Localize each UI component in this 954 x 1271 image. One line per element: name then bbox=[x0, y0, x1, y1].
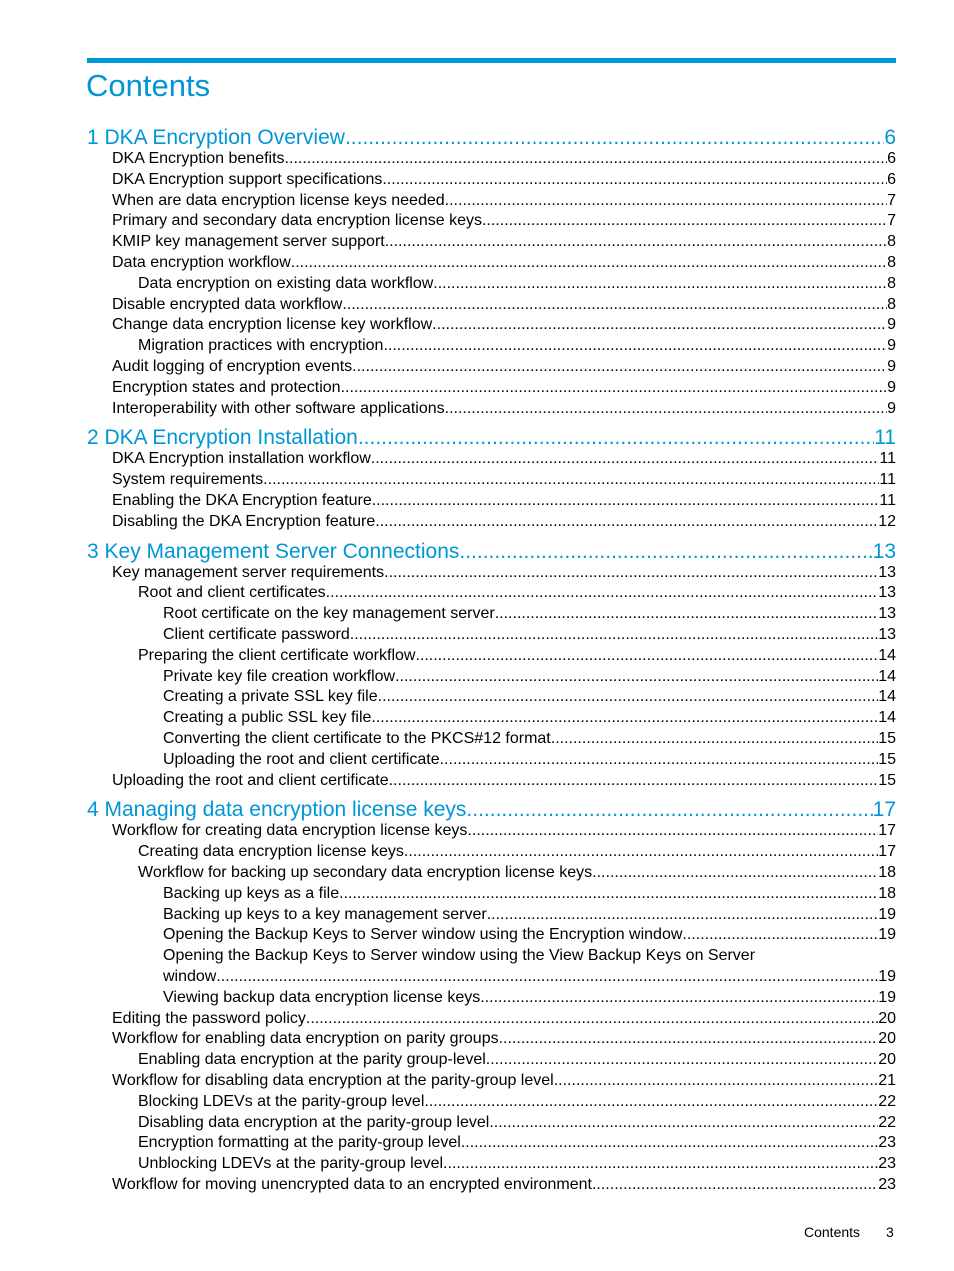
toc-entry-label: Preparing the client certificate workflow bbox=[138, 646, 416, 664]
toc-page-number: 13 bbox=[878, 605, 896, 623]
leader-dots bbox=[445, 190, 887, 211]
leader-dots bbox=[433, 273, 887, 294]
toc-entry-label-continuation: window bbox=[163, 968, 217, 985]
toc-entry[interactable] bbox=[112, 356, 896, 377]
leader-dots bbox=[443, 1153, 878, 1174]
toc-entry-label: Disable encrypted data workflow bbox=[112, 295, 343, 313]
toc-page-number: 20 bbox=[878, 1009, 896, 1027]
toc-entry-label: Blocking LDEVs at the parity-group level bbox=[138, 1092, 425, 1110]
toc-entry[interactable] bbox=[112, 490, 896, 511]
toc-page-number: 11 bbox=[874, 426, 896, 450]
toc-entry[interactable] bbox=[112, 770, 896, 791]
toc-entry[interactable] bbox=[112, 169, 896, 190]
toc-entry[interactable] bbox=[112, 1008, 896, 1029]
toc-entry[interactable] bbox=[163, 987, 896, 1008]
toc-entry[interactable] bbox=[138, 1049, 896, 1070]
toc-entry[interactable] bbox=[163, 624, 896, 645]
toc-chapter-label: 2 DKA Encryption Installation bbox=[87, 426, 358, 450]
toc-entry[interactable] bbox=[138, 862, 896, 883]
footer-page-number: 3 bbox=[886, 1224, 894, 1240]
toc-entry[interactable] bbox=[163, 749, 896, 770]
toc-entry-label: DKA Encryption support specifications bbox=[112, 170, 383, 188]
toc-page-number: 17 bbox=[878, 822, 896, 840]
toc-entry-label: Encryption states and protection bbox=[112, 378, 341, 396]
toc-page-number: 21 bbox=[878, 1072, 896, 1089]
leader-dots bbox=[306, 1008, 878, 1029]
toc-entry-label: Opening the Backup Keys to Server window using the Encryption window bbox=[163, 926, 683, 944]
toc-page-number: 8 bbox=[887, 274, 896, 292]
toc-page-number: 11 bbox=[879, 492, 896, 509]
toc-entry-label: Primary and secondary data encryption license keys bbox=[112, 212, 482, 230]
toc-entry[interactable] bbox=[112, 448, 896, 469]
toc-page-number: 18 bbox=[878, 884, 896, 902]
leader-dots bbox=[285, 148, 888, 169]
toc-entry-label: Root certificate on the key management server bbox=[163, 605, 495, 623]
toc-page-number: 13 bbox=[878, 563, 896, 581]
leader-dots bbox=[404, 841, 878, 862]
toc-page-number: 12 bbox=[878, 512, 896, 530]
toc-page-number: 6 bbox=[887, 150, 896, 167]
toc-entry-label: Workflow for disabling data encryption at the parity-group level bbox=[112, 1072, 554, 1089]
toc-entry[interactable] bbox=[112, 190, 896, 211]
toc-entry[interactable] bbox=[163, 728, 896, 749]
toc-entry-label: Workflow for enabling data encryption on parity groups bbox=[112, 1030, 499, 1048]
toc-entry[interactable] bbox=[163, 904, 896, 925]
toc-entry-label: Creating a private SSL key file bbox=[163, 688, 378, 706]
toc-page-number: 22 bbox=[878, 1092, 896, 1110]
toc-entry[interactable] bbox=[163, 966, 896, 987]
toc-entry-label: Client certificate password bbox=[163, 626, 350, 643]
toc-page-number: 11 bbox=[879, 471, 896, 489]
leader-dots bbox=[389, 770, 879, 791]
toc-entry[interactable] bbox=[112, 511, 896, 532]
leader-dots bbox=[554, 1070, 878, 1091]
toc-entry[interactable] bbox=[112, 1070, 896, 1091]
toc-entry-label: System requirements bbox=[112, 471, 264, 489]
toc-entry[interactable] bbox=[138, 841, 896, 862]
leader-dots bbox=[551, 728, 878, 749]
leader-dots bbox=[482, 210, 887, 231]
toc-entry[interactable] bbox=[163, 924, 896, 945]
leader-dots bbox=[291, 252, 887, 273]
toc-page-number: 23 bbox=[878, 1155, 896, 1173]
toc-entry-label: Data encryption on existing data workflow bbox=[138, 274, 434, 292]
leader-dots bbox=[415, 645, 878, 666]
leader-dots bbox=[592, 1174, 878, 1195]
toc-entry[interactable] bbox=[112, 377, 896, 398]
toc-page-number: 13 bbox=[878, 626, 896, 643]
toc-page-number: 7 bbox=[887, 191, 896, 209]
toc-entry[interactable] bbox=[112, 1174, 896, 1195]
page-title: Contents bbox=[86, 68, 211, 103]
leader-dots bbox=[383, 335, 887, 356]
toc-entry[interactable] bbox=[112, 562, 896, 583]
toc-entry-label: Private key file creation workflow bbox=[163, 667, 396, 685]
leader-dots bbox=[495, 603, 878, 624]
toc-page-number: 9 bbox=[887, 378, 896, 396]
footer-label: Contents bbox=[804, 1224, 861, 1240]
toc-page-number: 15 bbox=[878, 730, 896, 747]
toc-page-number: 19 bbox=[878, 988, 896, 1006]
toc-entry[interactable] bbox=[112, 231, 896, 252]
toc-entry[interactable] bbox=[138, 273, 896, 294]
toc-page-number: 8 bbox=[887, 233, 896, 251]
leader-dots bbox=[341, 377, 888, 398]
toc-page-number: 9 bbox=[887, 337, 896, 355]
toc-entry-label: Unblocking LDEVs at the parity-group level bbox=[138, 1155, 444, 1173]
toc-entry[interactable] bbox=[112, 1028, 896, 1049]
toc-entry[interactable] bbox=[163, 686, 896, 707]
toc-entry-label: Viewing backup data encryption license keys bbox=[163, 988, 481, 1006]
leader-dots bbox=[480, 987, 878, 1008]
toc-entry[interactable] bbox=[138, 645, 896, 666]
toc-page-number: 11 bbox=[879, 450, 896, 468]
toc-entry[interactable] bbox=[112, 210, 896, 231]
toc-entry-label: Encryption formatting at the parity-group level bbox=[138, 1134, 461, 1152]
toc-page-number: 9 bbox=[887, 399, 896, 417]
toc-entry[interactable] bbox=[138, 335, 896, 356]
toc-page-number: 19 bbox=[878, 968, 896, 985]
toc-entry[interactable] bbox=[163, 603, 896, 624]
toc-entry-label: Key management server requirements bbox=[112, 563, 385, 581]
toc-entry-label: DKA Encryption installation workflow bbox=[112, 450, 371, 468]
toc-page-number: 7 bbox=[887, 212, 896, 230]
toc-entry-label: Migration practices with encryption bbox=[138, 337, 384, 355]
leader-dots bbox=[382, 169, 887, 190]
leader-dots bbox=[395, 666, 878, 687]
toc-entry[interactable] bbox=[163, 883, 896, 904]
toc-page-number: 13 bbox=[878, 584, 896, 602]
toc-entry-label: Creating a public SSL key file bbox=[163, 709, 372, 727]
leader-dots bbox=[350, 624, 878, 645]
toc-page-number: 14 bbox=[878, 688, 896, 706]
toc-page-number: 20 bbox=[878, 1051, 896, 1069]
toc-entry-label: Change data encryption license key workflow bbox=[112, 316, 433, 334]
toc-entry-label: KMIP key management server support bbox=[112, 233, 385, 251]
toc-entry[interactable] bbox=[138, 1112, 896, 1133]
toc-page-number: 19 bbox=[878, 905, 896, 923]
toc-page-number: 23 bbox=[878, 1176, 896, 1193]
leader-dots bbox=[682, 924, 878, 945]
toc-entry[interactable] bbox=[138, 1132, 896, 1153]
toc-entry[interactable] bbox=[163, 707, 896, 728]
leader-dots bbox=[375, 511, 878, 532]
toc-entry-label: Workflow for backing up secondary data encryption license keys bbox=[138, 864, 593, 881]
toc-entry-label[interactable]: Opening the Backup Keys to Server window using the View Backup Keys on Server bbox=[163, 947, 756, 965]
toc-entry-label: Data encryption workflow bbox=[112, 254, 291, 271]
toc-entry[interactable] bbox=[112, 469, 896, 490]
toc-entry-label: Creating data encryption license keys bbox=[138, 843, 404, 861]
toc-entry[interactable] bbox=[138, 1091, 896, 1112]
toc-page-number: 20 bbox=[878, 1030, 896, 1048]
leader-dots bbox=[216, 966, 878, 987]
toc-page-number: 9 bbox=[887, 316, 896, 334]
leader-dots bbox=[263, 469, 879, 490]
leader-dots bbox=[371, 707, 878, 728]
toc-entry-label: Enabling data encryption at the parity group-level bbox=[138, 1051, 486, 1069]
leader-dots bbox=[489, 1112, 878, 1133]
toc-page-number: 14 bbox=[878, 709, 896, 727]
leader-dots bbox=[424, 1091, 878, 1112]
leader-dots bbox=[342, 294, 887, 315]
toc-page-number: 23 bbox=[878, 1134, 896, 1152]
toc-chapter-label: 3 Key Management Server Connections bbox=[87, 539, 460, 563]
toc-entry-label: Uploading the root and client certificate bbox=[112, 771, 389, 789]
toc-page-number: 22 bbox=[878, 1113, 896, 1131]
leader-dots bbox=[445, 398, 887, 419]
toc-entry[interactable] bbox=[138, 1153, 896, 1174]
toc-chapter-label: 4 Managing data encryption license keys bbox=[87, 798, 467, 822]
leader-dots bbox=[384, 562, 878, 583]
toc-page-number: 14 bbox=[878, 667, 896, 685]
toc-entry-label: Workflow for creating data encryption license keys bbox=[112, 822, 468, 840]
leader-dots bbox=[487, 904, 878, 925]
leader-dots bbox=[499, 1028, 879, 1049]
toc-entry-label: Root and client certificates bbox=[138, 584, 326, 602]
leader-dots bbox=[440, 749, 879, 770]
leader-dots bbox=[326, 582, 879, 603]
toc-entry-label: Enabling the DKA Encryption feature bbox=[112, 492, 372, 509]
leader-dots bbox=[461, 1132, 878, 1153]
toc-page-number: 17 bbox=[878, 843, 896, 861]
toc-entry-label: Converting the client certificate to the PKCS#12 format bbox=[163, 730, 551, 747]
toc-entry[interactable] bbox=[112, 252, 896, 273]
toc-page-number: 9 bbox=[887, 358, 896, 375]
toc-entry[interactable] bbox=[138, 582, 896, 603]
leader-dots bbox=[385, 231, 887, 252]
leader-dots bbox=[372, 490, 880, 511]
leader-dots bbox=[592, 862, 878, 883]
toc-entry[interactable] bbox=[112, 314, 896, 335]
leader-dots bbox=[432, 314, 887, 335]
toc-page-number: 13 bbox=[872, 539, 896, 563]
toc-entry-label: Workflow for moving unencrypted data to an encrypted environment bbox=[112, 1176, 592, 1193]
leader-dots bbox=[352, 356, 887, 377]
toc-page-number: 15 bbox=[878, 750, 896, 768]
toc-page-number: 8 bbox=[887, 254, 896, 271]
leader-dots bbox=[486, 1049, 878, 1070]
leader-dots bbox=[467, 820, 878, 841]
toc-entry-label: Interoperability with other software applications bbox=[112, 399, 445, 417]
toc-entry-label: DKA Encryption benefits bbox=[112, 150, 285, 167]
toc-page-number: 6 bbox=[887, 170, 896, 188]
toc-entry-label: Disabling the DKA Encryption feature bbox=[112, 512, 376, 530]
leader-dots bbox=[378, 686, 879, 707]
toc-page-number: 18 bbox=[878, 864, 896, 881]
toc-chapter-label: 1 DKA Encryption Overview bbox=[87, 126, 345, 149]
toc-entry[interactable] bbox=[163, 666, 896, 687]
toc-entry[interactable] bbox=[112, 398, 896, 419]
toc-page-number: 14 bbox=[878, 646, 896, 664]
leader-dots bbox=[339, 883, 878, 904]
leader-dots bbox=[371, 448, 880, 469]
toc-entry-label: Disabling data encryption at the parity-group level bbox=[138, 1113, 490, 1131]
toc-page-number: 6 bbox=[884, 126, 896, 149]
toc-entry-label: Uploading the root and client certificate bbox=[163, 750, 440, 768]
toc-entry-label: Editing the password policy bbox=[112, 1009, 306, 1027]
toc-page-number: 17 bbox=[872, 798, 896, 822]
toc-entry[interactable] bbox=[112, 148, 896, 169]
toc-entry[interactable] bbox=[112, 294, 896, 315]
toc-page-number: 8 bbox=[887, 295, 896, 313]
toc-entry-label: Audit logging of encryption events bbox=[112, 358, 353, 375]
toc-page-number: 19 bbox=[878, 926, 896, 944]
toc-page-number: 15 bbox=[878, 771, 896, 789]
toc-entry-label: When are data encryption license keys needed bbox=[112, 191, 445, 209]
toc-entry[interactable] bbox=[112, 820, 896, 841]
toc-entry-label: Backing up keys as a file bbox=[163, 884, 340, 902]
toc-entry-label: Backing up keys to a key management server bbox=[163, 905, 487, 923]
